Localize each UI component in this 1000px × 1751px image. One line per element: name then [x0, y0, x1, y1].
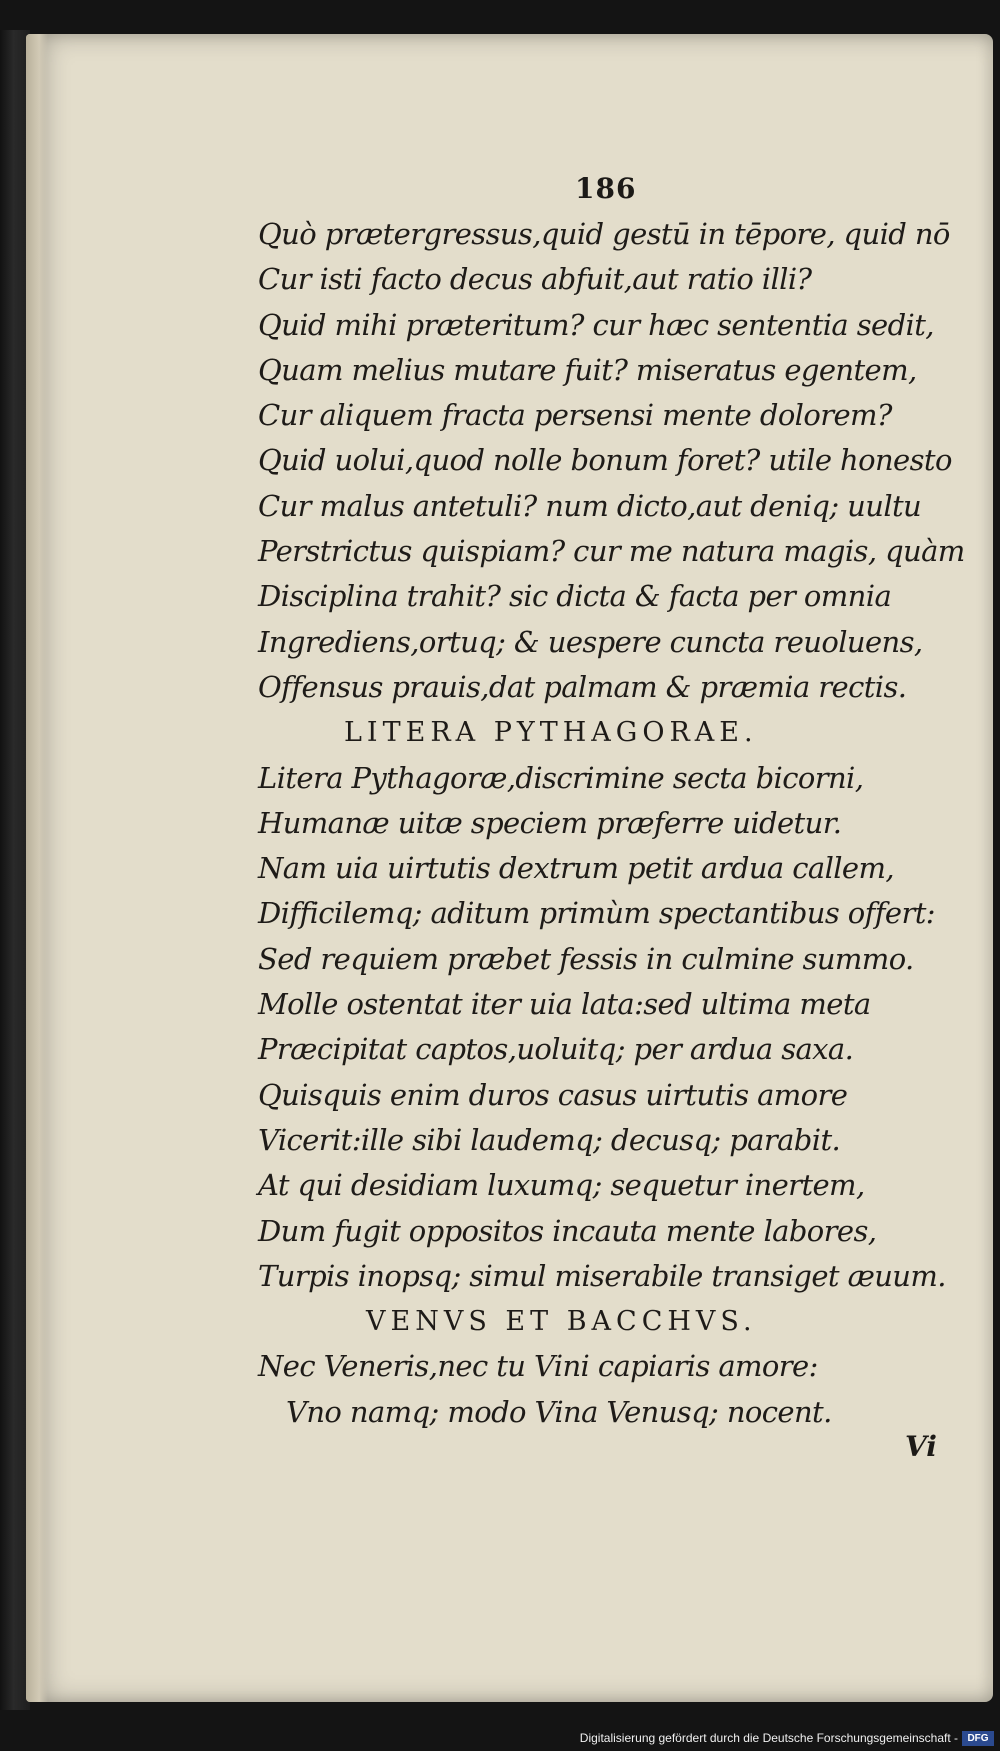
- dfg-logo: DFG: [962, 1731, 994, 1746]
- verse-line: Sed requiem præbet fessis in culmine summo.: [258, 941, 914, 976]
- catchword: Vi: [905, 1430, 937, 1463]
- page-number: 186: [575, 172, 637, 205]
- verse-line: Dum fugit oppositos incauta mente labores,: [258, 1213, 877, 1248]
- verse-line: Offensus prauis,dat palmam & præmia rectis.: [258, 669, 907, 704]
- verse-line: Præcipitat captos,uoluitq; per ardua saxa.: [258, 1032, 854, 1067]
- verse-line: Vno namq; modo Vina Venusq; nocent.: [286, 1394, 832, 1429]
- digitization-credit: Digitalisierung gefördert durch die Deutsche Forschungsgemeinschaft -: [579, 1731, 958, 1745]
- verse-line: Cur aliquem fracta persensi mente dolorem?: [258, 398, 892, 433]
- section-heading: LITERA PYTHAGORAE.: [344, 717, 758, 749]
- verse-line: Cur isti facto decus abfuit,aut ratio illi?: [258, 262, 812, 297]
- verse-line: Disciplina trahit? sic dicta & facta per omnia: [258, 579, 892, 614]
- verse-line: Quid uolui,quod nolle bonum foret? utile honesto: [258, 443, 952, 478]
- verse-line: Quò prætergressus,quid gestū in tēpore, quid nō: [258, 217, 950, 251]
- verse-line: Quisquis enim duros casus uirtutis amore: [258, 1077, 848, 1112]
- verse-line: Quid mihi præteritum? cur hæc sententia sedit,: [258, 307, 934, 342]
- verse-line: Nec Veneris,nec tu Vini capiaris amore:: [258, 1349, 818, 1384]
- verse-line: At qui desidiam luxumq; sequetur inertem,: [258, 1168, 865, 1203]
- verse-line: Difficilemq; aditum primùm spectantibus offert:: [258, 896, 935, 931]
- verse-text: [258, 212, 968, 1435]
- verse-line: Litera Pythagoræ,discrimine secta bicorni,: [258, 760, 864, 795]
- page-gutter: [26, 34, 48, 1702]
- verse-line: Molle ostentat iter uia lata:sed ultima meta: [258, 987, 871, 1022]
- section-heading: VENVS ET BACCHVS.: [366, 1306, 757, 1338]
- verse-line: Quam melius mutare fuit? miseratus egentem,: [258, 352, 917, 387]
- verse-line: Nam uia uirtutis dextrum petit ardua callem,: [258, 851, 894, 886]
- verse-line: Perstrictus quispiam? cur me natura magis, quàm: [258, 534, 965, 569]
- verse-line: Cur malus antetuli? num dicto,aut deniq; uultu: [258, 488, 922, 523]
- verse-line: Vicerit:ille sibi laudemq; decusq; parabit.: [258, 1122, 841, 1157]
- verse-line: Humanæ uitæ speciem præferre uidetur.: [258, 805, 842, 840]
- verse-line: Ingrediens,ortuq; & uespere cuncta reuoluens,: [258, 624, 923, 659]
- verse-line: Turpis inopsq; simul miserabile transiget æuum.: [258, 1258, 946, 1293]
